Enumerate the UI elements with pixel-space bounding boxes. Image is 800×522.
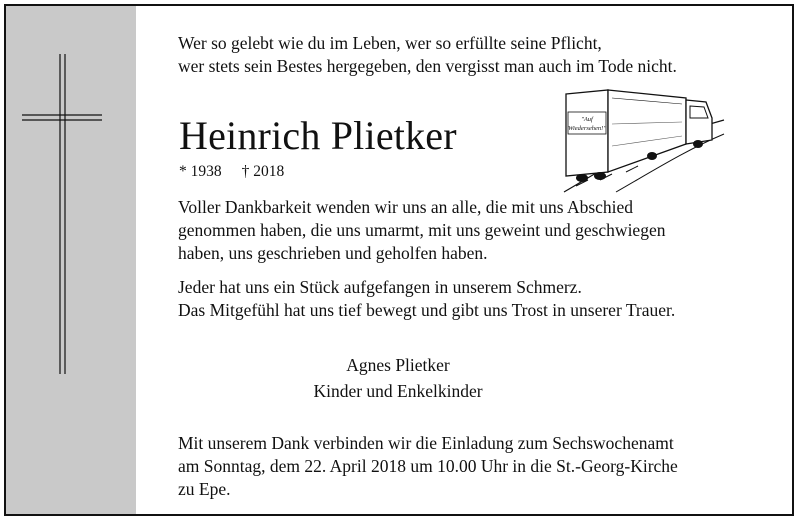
memorial-verse [178,32,778,78]
birth-year: * 1938 [179,163,222,180]
notice-content [178,6,778,514]
obituary-notice [4,4,794,516]
verse-line: wer stets sein Bestes hergegeben, den vergisst man auch im Tode nicht. [178,56,677,76]
invitation-paragraph [178,432,778,501]
life-dates [179,162,284,182]
truck-sign-text: Wiedersehen!" [567,125,607,132]
text-line: haben, uns geschrieben und geholfen haben. [178,243,488,263]
text-line: Mit unserem Dank verbinden wir die Einladung zum Sechswochenamt [178,433,674,453]
sidebar-panel [6,6,136,514]
deceased-name: Heinrich Plietker [179,113,457,158]
signature-line: Agnes Plietker [346,355,450,375]
text-line: Voller Dankbarkeit wenden wir uns an alle, die mit uns Abschied [178,197,634,217]
sympathy-paragraph [178,276,778,322]
cross-icon [22,54,102,384]
text-line: zu Epe. [178,479,231,499]
signature-line: Kinder und Enkelkinder [313,381,483,401]
death-year: † 2018 [241,163,285,180]
text-line: am Sonntag, dem 22. April 2018 um 10.00 Uhr in die St.-Georg-Kirche [178,456,678,476]
truck-sign-text: "Auf [581,116,593,123]
thanks-paragraph [178,196,778,265]
truck-illustration-icon [556,84,726,194]
text-line: Jeder hat uns ein Stück aufgefangen in unserem Schmerz. [178,277,582,297]
verse-line: Wer so gelebt wie du im Leben, wer so erfüllte seine Pflicht, [178,33,602,53]
family-signature [178,352,618,404]
text-line: Das Mitgefühl hat uns tief bewegt und gibt uns Trost in unserer Trauer. [178,300,676,320]
text-line: genommen haben, die uns umarmt, mit uns geweint und geschwiegen [178,220,666,240]
